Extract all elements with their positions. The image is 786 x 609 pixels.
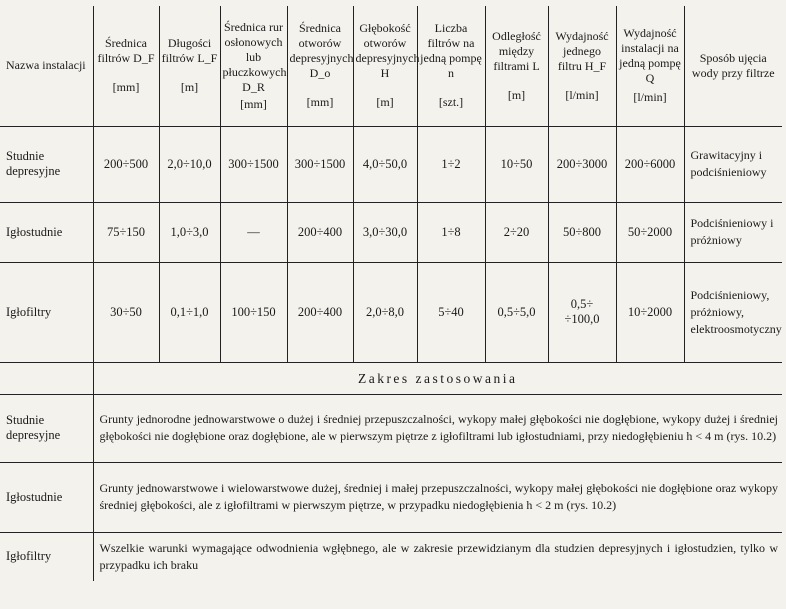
cell-d-o: 200÷400 [287,262,353,362]
header-h-f: Wydajność jednego filtru H_F [l/min] [548,6,616,126]
row-name: Igłofiltry [0,262,93,362]
header-l-f: Długości filtrów L_F [m] [159,6,220,126]
cell-h: 3,0÷30,0 [353,202,417,262]
row-name: Igłostudnie [0,202,93,262]
cell-d-o: 200÷400 [287,202,353,262]
table-row [0,262,782,362]
cell-d-f: 75÷150 [93,202,159,262]
cell-d-r: 100÷150 [220,262,287,362]
blank-cell [0,362,93,394]
zakres-row-name: Igłofiltry [0,532,93,581]
cell-l: 0,5÷5,0 [485,262,548,362]
header-d-f: Średnica filtrów D_F [mm] [93,6,159,126]
cell-l-f: 1,0÷3,0 [159,202,220,262]
header-n: Liczba filtrów na jedną pompę n [szt.] [417,6,485,126]
dewatering-table [0,6,782,581]
cell-d-o: 300÷1500 [287,126,353,202]
cell-d-f: 200÷500 [93,126,159,202]
table-row [0,202,782,262]
cell-q: 200÷6000 [616,126,684,202]
cell-l: 10÷50 [485,126,548,202]
header-h: Głębokość otworów depresyjnych H [m] [353,6,417,126]
zakres-header-row [0,362,782,394]
zakres-row [0,394,782,462]
cell-h-f: 200÷3000 [548,126,616,202]
cell-l-f: 2,0÷10,0 [159,126,220,202]
zakres-title: Zakres zastosowania [93,362,782,394]
cell-q: 10÷2000 [616,262,684,362]
header-row [0,6,782,126]
cell-h-f: 50÷800 [548,202,616,262]
cell-n: 5÷40 [417,262,485,362]
table-row [0,126,782,202]
cell-d-f: 30÷50 [93,262,159,362]
zakres-row [0,462,782,532]
cell-q: 50÷2000 [616,202,684,262]
zakres-description: Grunty jednorodne jednowarstwowe o dużej i średniej przepuszczalności, wykopy małej głębokości nie dogłębione, wykopy dużej i średniej głębokości nie dogłębione oraz dogłębione, ale w pierwszym piętrze z igłofiltrami lub igłostudniami, przy niedogłębieniu h < 4 m (rys. 10.2) [93,394,782,462]
cell-n: 1÷8 [417,202,485,262]
cell-method: Podciśnieniowy i próżniowy [684,202,782,262]
header-q: Wydajność instalacji na jedną pompę Q [l/min] [616,6,684,126]
cell-l: 2÷20 [485,202,548,262]
zakres-description: Wszelkie warunki wymagające odwodnienia wgłębnego, ale w zakresie przewidzianym dla studzien depresyjnych i igłostudzien, tylko w przypadku ich braku [93,532,782,581]
header-l: Odległość między filtrami L [m] [485,6,548,126]
header-d-r: Średnica rur osłonowych lub płuczkowych D_R [mm] [220,6,287,126]
cell-method: Podciśnieniowy, próżniowy, elektroosmotyczny [684,262,782,362]
cell-d-r: — [220,202,287,262]
cell-h: 2,0÷8,0 [353,262,417,362]
header-method: Sposób ujęcia wody przy filtrze [684,6,782,126]
cell-d-r: 300÷1500 [220,126,287,202]
cell-h: 4,0÷50,0 [353,126,417,202]
header-d-o: Średnica otworów depresyjnych D_o [mm] [287,6,353,126]
zakres-description: Grunty jednowarstwowe i wielowarstwowe dużej, średniej i małej przepuszczalności, wykopy małej głębokości nie dogłębione oraz wykopy średniej głębokości, ale z igłofiltrami w pierwszym piętrze, w przypadku niedogłębienia h < 2 m (rys. 10.2) [93,462,782,532]
cell-method: Grawitacyjny i podciśnieniowy [684,126,782,202]
zakres-row-name: Igłostudnie [0,462,93,532]
header-name: Nazwa instalacji [0,6,93,126]
cell-h-f: 0,5÷ ÷100,0 [548,262,616,362]
row-name: Studnie depresyjne [0,126,93,202]
zakres-row [0,532,782,581]
cell-n: 1÷2 [417,126,485,202]
cell-l-f: 0,1÷1,0 [159,262,220,362]
zakres-row-name: Studnie depresyjne [0,394,93,462]
